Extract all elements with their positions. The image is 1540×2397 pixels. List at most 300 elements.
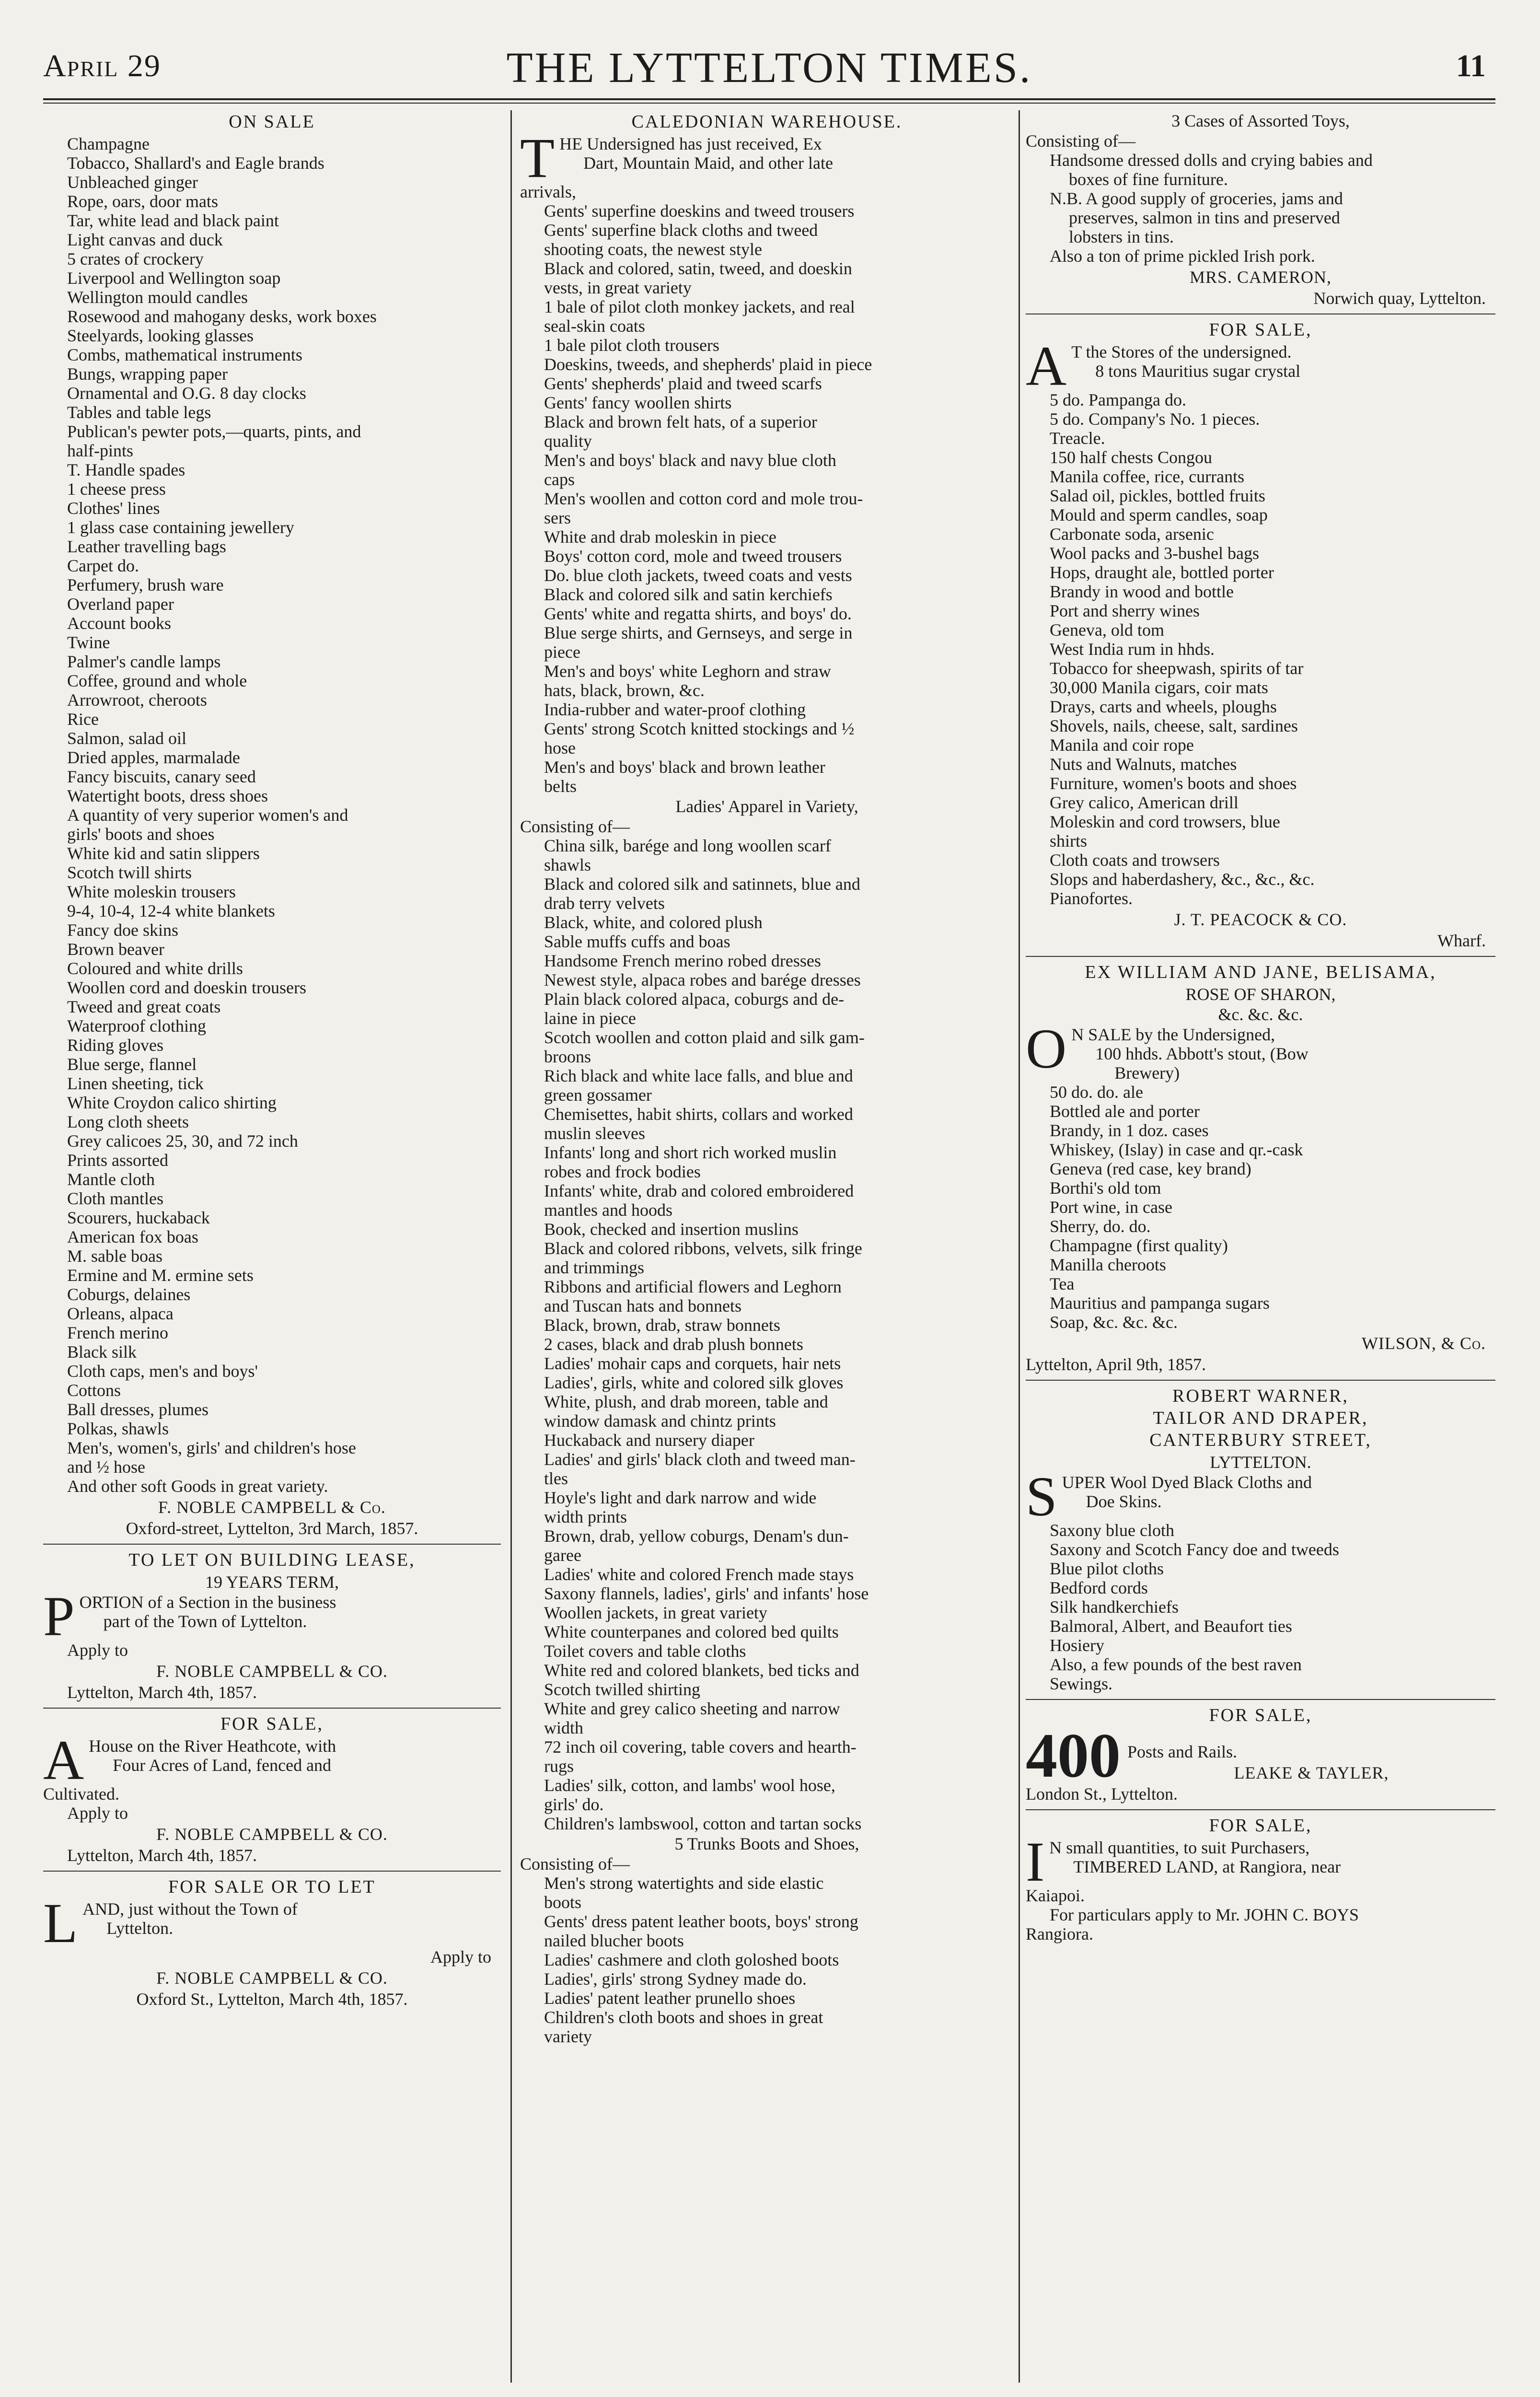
- to-let-text-line: ORTION of a Section in the business: [79, 1593, 336, 1612]
- list-item: robes and frock bodies: [544, 1162, 701, 1181]
- list-item: Blue serge, flannel: [67, 1055, 197, 1074]
- caledonian-heading: CALEDONIAN WAREHOUSE.: [631, 112, 903, 132]
- list-item: Saxony and Scotch Fancy doe and tweeds: [1050, 1540, 1339, 1559]
- on-sale-list: [43, 134, 501, 1496]
- list-item: Grey calico, American drill: [1050, 793, 1239, 812]
- list-item: 1 cheese press: [67, 479, 166, 499]
- list-item: hats, black, brown, &c.: [544, 681, 705, 700]
- list-item: half-pints: [67, 441, 133, 460]
- toys-heading: 3 Cases of Assorted Toys,: [1171, 111, 1350, 130]
- peacock-wharf: Wharf.: [1437, 931, 1486, 950]
- list-item: Moleskin and cord trowsers, blue: [1050, 812, 1280, 831]
- toys-nb-line: lobsters in tins.: [1069, 227, 1174, 246]
- list-item: Manila and coir rope: [1050, 735, 1194, 755]
- list-item: Tweed and great coats: [67, 997, 221, 1016]
- list-item: window damask and chintz prints: [544, 1411, 776, 1431]
- list-item: mantles and hoods: [544, 1200, 672, 1220]
- on-sale-heading: ON SALE: [229, 112, 315, 132]
- header-rule-thin: [43, 103, 1495, 104]
- house-sale-apply: Apply to: [67, 1804, 128, 1823]
- house-sale-text-last: Cultivated.: [43, 1784, 119, 1804]
- list-item: Brown beaver: [67, 940, 164, 959]
- house-sale-body: [43, 1736, 501, 1784]
- newspaper-title: THE LYTTELTON TIMES.: [506, 44, 1032, 92]
- peacock-signature: J. T. PEACOCK & CO.: [1174, 910, 1347, 929]
- list-item: Scotch twilled shirting: [544, 1680, 700, 1699]
- ex-william-intro: [1026, 1025, 1495, 1082]
- list-item: Black and colored silk and satin kerchiefs: [544, 585, 833, 604]
- column-1: [43, 110, 501, 2383]
- list-item: Coburgs, delaines: [67, 1285, 191, 1304]
- list-item: 2 cases, black and drab plush bonnets: [544, 1335, 803, 1354]
- list-item: Drays, carts and wheels, ploughs: [1050, 697, 1277, 716]
- list-item: Do. blue cloth jackets, tweed coats and vests: [544, 566, 852, 585]
- masthead: [43, 43, 1495, 96]
- timbered-heading: FOR SALE,: [1209, 1815, 1312, 1836]
- list-item: green gossamer: [544, 1085, 652, 1105]
- list-item: Gents' dress patent leather boots, boys' strong: [544, 1912, 858, 1931]
- ad-divider: [1026, 1380, 1495, 1381]
- list-item: Rich black and white lace falls, and blue and: [544, 1066, 853, 1085]
- list-item: Leather travelling bags: [67, 537, 226, 556]
- list-item: Ribbons and artificial flowers and Leghorn: [544, 1277, 842, 1296]
- list-item: Long cloth sheets: [67, 1112, 189, 1131]
- land-sale-text-line: AND, just without the Town of: [82, 1899, 298, 1919]
- warner-intro: [1026, 1473, 1495, 1521]
- list-item: White and grey calico sheeting and narrow: [544, 1699, 840, 1718]
- list-item: Scotch woollen and cotton plaid and silk gam-: [544, 1028, 865, 1047]
- list-item: Gents' superfine black cloths and tweed: [544, 221, 818, 240]
- list-item: and trimmings: [544, 1258, 644, 1277]
- list-item: Shovels, nails, cheese, salt, sardines: [1050, 716, 1298, 735]
- to-let-subheading: 19 YEARS TERM,: [205, 1572, 339, 1592]
- list-item: Plain black colored alpaca, coburgs and de-: [544, 989, 845, 1009]
- list-item: Men's and boys' black and navy blue cloth: [544, 451, 836, 470]
- list-item: Black and brown felt hats, of a superior: [544, 412, 817, 431]
- list-item: Carpet do.: [67, 556, 139, 575]
- list-item: White kid and satin slippers: [67, 844, 260, 863]
- house-sale-date: Lyttelton, March 4th, 1857.: [67, 1846, 257, 1865]
- list-item: Unbleached ginger: [67, 173, 198, 192]
- list-item: Men's and boys' black and brown leather: [544, 757, 825, 777]
- list-item: West India rum in hhds.: [1050, 640, 1215, 659]
- list-item: French merino: [67, 1323, 168, 1342]
- house-sale-text-line: Four Acres of Land, fenced and: [113, 1756, 332, 1775]
- list-item: Waterproof clothing: [67, 1016, 207, 1036]
- list-item: Bungs, wrapping paper: [67, 364, 228, 384]
- ladies-consisting: Consisting of—: [520, 817, 630, 836]
- list-item: 1 bale of pilot cloth monkey jackets, and real: [544, 297, 855, 316]
- warner-trade: TAILOR AND DRAPER,: [1153, 1408, 1368, 1428]
- stores-dropcap: A: [1026, 342, 1067, 390]
- warner-goods-list: [1026, 1521, 1495, 1693]
- posts-address: London St., Lyttelton.: [1026, 1784, 1178, 1804]
- list-item: belts: [544, 777, 577, 796]
- list-item: Men's and boys' white Leghorn and straw: [544, 662, 831, 681]
- list-item: White and drab moleskin in piece: [544, 527, 776, 547]
- caledonian-intro-line: HE Undersigned has just received, Ex: [559, 134, 822, 153]
- list-item: Black, brown, drab, straw bonnets: [544, 1315, 780, 1335]
- wilson-signature: WILSON, & Co.: [1361, 1334, 1486, 1353]
- list-item: Men's woollen and cotton cord and mole trou-: [544, 489, 863, 508]
- timbered-text-line: TIMBERED LAND, at Rangiora, near: [1073, 1857, 1341, 1876]
- list-item: Gents' fancy woollen shirts: [544, 393, 732, 412]
- list-item: Orleans, alpaca: [67, 1304, 174, 1323]
- list-item: Wellington mould candles: [67, 288, 248, 307]
- list-item: Coloured and white drills: [67, 959, 243, 978]
- list-item: nailed blucher boots: [544, 1931, 684, 1950]
- list-item: White moleskin trousers: [67, 882, 236, 901]
- list-item: garee: [544, 1546, 581, 1565]
- list-item: Ladies' patent leather prunello shoes: [544, 1989, 796, 2008]
- list-item: Saxony flannels, ladies', girls' and infants' hose: [544, 1584, 869, 1603]
- land-sale-signature: F. NOBLE CAMPBELL & CO.: [156, 1968, 388, 1988]
- land-sale-heading: FOR SALE OR TO LET: [168, 1877, 376, 1897]
- stores-heading: FOR SALE,: [1209, 320, 1312, 340]
- list-item: Champagne (first quality): [1050, 1236, 1228, 1255]
- list-item: Linen sheeting, tick: [67, 1074, 204, 1093]
- list-item: Cloth caps, men's and boys': [67, 1361, 258, 1381]
- list-item: Ladies', girls' strong Sydney made do.: [544, 1969, 807, 1989]
- list-item: boots: [544, 1893, 582, 1912]
- list-item: Borthi's old tom: [1050, 1178, 1161, 1198]
- list-item: and Tuscan hats and bonnets: [544, 1296, 741, 1315]
- list-item: Watertight boots, dress shoes: [67, 786, 268, 805]
- stores-goods-list: [1026, 390, 1495, 908]
- list-item: Brown, drab, yellow coburgs, Denam's dun-: [544, 1526, 849, 1546]
- list-item: Hops, draught ale, bottled porter: [1050, 563, 1274, 582]
- trunks-consisting: Consisting of—: [520, 1854, 630, 1873]
- list-item: broons: [544, 1047, 591, 1066]
- list-item: rugs: [544, 1757, 574, 1776]
- list-item: Sable muffs cuffs and boas: [544, 932, 730, 951]
- list-item: And other soft Goods in great variety.: [67, 1477, 328, 1496]
- column-divider-1: [510, 110, 512, 2383]
- list-item: Ladies' mohair caps and corquets, hair nets: [544, 1354, 841, 1373]
- list-item: Furniture, women's boots and shoes: [1050, 774, 1297, 793]
- list-item: Salmon, salad oil: [67, 729, 186, 748]
- ex-william-intro-line: N SALE by the Undersigned,: [1071, 1025, 1275, 1044]
- caledonian-intro-last: arrivals,: [520, 182, 576, 201]
- list-item: Carbonate soda, arsenic: [1050, 524, 1214, 544]
- list-item: White Croydon calico shirting: [67, 1093, 277, 1112]
- list-item: Black, white, and colored plush: [544, 913, 763, 932]
- stores-intro: [1026, 342, 1495, 390]
- list-item: caps: [544, 470, 575, 489]
- boots-list: [520, 1873, 1014, 2046]
- ad-divider: [43, 1544, 501, 1545]
- list-item: Book, checked and insertion muslins: [544, 1220, 799, 1239]
- posts-signature: LEAKE & TAYLER,: [1234, 1763, 1389, 1782]
- list-item: seal-skin coats: [544, 316, 645, 336]
- list-item: Mauritius and pampanga sugars: [1050, 1293, 1270, 1313]
- list-item: Rice: [67, 710, 99, 729]
- list-item: Port and sherry wines: [1050, 601, 1200, 620]
- list-item: Cloth coats and trowsers: [1050, 850, 1220, 870]
- list-item: laine in piece: [544, 1009, 636, 1028]
- trunks-heading: 5 Trunks Boots and Shoes,: [674, 1834, 859, 1853]
- list-item: American fox boas: [67, 1227, 198, 1246]
- ex-william-subheading: ROSE OF SHARON,: [1185, 985, 1336, 1004]
- list-item: Wool packs and 3-bushel bags: [1050, 544, 1260, 563]
- list-item: M. sable boas: [67, 1246, 162, 1266]
- to-let-body: [43, 1593, 501, 1641]
- list-item: Geneva, old tom: [1050, 620, 1164, 640]
- toys-consisting: Consisting of—: [1026, 131, 1136, 151]
- list-item: Blue serge shirts, and Gernseys, and serge in: [544, 623, 853, 642]
- list-item: Soap, &c. &c. &c.: [1050, 1313, 1178, 1332]
- list-item: Bottled ale and porter: [1050, 1102, 1200, 1121]
- list-item: Woollen cord and doeskin trousers: [67, 978, 306, 997]
- posts-body: [1026, 1728, 1495, 1784]
- list-item: Brandy in wood and bottle: [1050, 582, 1234, 601]
- list-item: Publican's pewter pots,—quarts, pints, and: [67, 422, 361, 441]
- list-item: Tables and table legs: [67, 403, 211, 422]
- list-item: Ladies' silk, cotton, and lambs' wool hose,: [544, 1776, 835, 1795]
- list-item: Scourers, huckaback: [67, 1208, 210, 1227]
- list-item: tles: [544, 1469, 568, 1488]
- list-item: Silk handkerchiefs: [1050, 1597, 1179, 1617]
- to-let-dropcap: P: [43, 1593, 75, 1641]
- list-item: 1 glass case containing jewellery: [67, 518, 294, 537]
- list-item: hose: [544, 738, 576, 757]
- list-item: Tobacco for sheepwash, spirits of tar: [1050, 659, 1304, 678]
- list-item: Overland paper: [67, 594, 174, 614]
- house-sale-text-line: House on the River Heathcote, with: [89, 1736, 336, 1756]
- ex-william-intro-line: 100 hhds. Abbott's stout, (Bow: [1095, 1044, 1308, 1063]
- list-item: Men's, women's, girls' and children's hose: [67, 1438, 356, 1457]
- list-item: Doeskins, tweeds, and shepherds' plaid in piece: [544, 355, 872, 374]
- ladies-apparel-list: [520, 836, 1014, 1833]
- list-item: Ladies' white and colored French made stays: [544, 1565, 854, 1584]
- timbered-text-last: Kaiapoi.: [1026, 1886, 1085, 1905]
- list-item: shawls: [544, 855, 591, 874]
- to-let-heading: TO LET ON BUILDING LEASE,: [128, 1550, 416, 1570]
- list-item: Polkas, shawls: [67, 1419, 169, 1438]
- list-item: Toilet covers and table cloths: [544, 1641, 746, 1661]
- list-item: Arrowroot, cheroots: [67, 690, 207, 710]
- list-item: Light canvas and duck: [67, 230, 223, 249]
- list-item: Champagne: [67, 134, 150, 153]
- posts-text: Posts and Rails.: [1127, 1742, 1238, 1761]
- list-item: shooting coats, the newest style: [544, 240, 762, 259]
- on-sale-address: Oxford-street, Lyttelton, 3rd March, 1857.: [126, 1519, 418, 1538]
- column-3: [1026, 110, 1495, 2383]
- list-item: quality: [544, 431, 592, 451]
- land-sale-dropcap: L: [43, 1899, 78, 1947]
- ex-william-dropcap: O: [1026, 1025, 1067, 1080]
- ex-william-heading: EX WILLIAM AND JANE, BELISAMA,: [1085, 962, 1436, 982]
- list-item: Sewings.: [1050, 1674, 1113, 1693]
- cameron-address: Norwich quay, Lyttelton.: [1313, 289, 1486, 308]
- list-item: Infants' white, drab and colored embroidered: [544, 1181, 854, 1200]
- list-item: White red and colored blankets, bed ticks and: [544, 1661, 859, 1680]
- list-item: Fancy biscuits, canary seed: [67, 767, 256, 786]
- ad-divider: [1026, 1699, 1495, 1700]
- list-item: 30,000 Manila cigars, coir mats: [1050, 678, 1268, 697]
- list-item: Chemisettes, habit shirts, collars and worked: [544, 1105, 853, 1124]
- list-item: Slops and haberdashery, &c., &c., &c.: [1050, 870, 1315, 889]
- ex-william-intro-line: Brewery): [1114, 1063, 1180, 1082]
- list-item: Rosewood and mahogany desks, work boxes: [67, 307, 377, 326]
- ad-divider: [43, 1871, 501, 1872]
- posts-heading: FOR SALE,: [1209, 1705, 1312, 1725]
- house-sale-heading: FOR SALE,: [220, 1714, 324, 1734]
- list-item: Gents' strong Scotch knitted stockings and ½: [544, 719, 855, 738]
- list-item: Black and colored silk and satinnets, blue and: [544, 874, 860, 894]
- list-item: Mantle cloth: [67, 1170, 155, 1189]
- list-item: Also, a few pounds of the best raven: [1050, 1655, 1302, 1674]
- list-item: 9-4, 10-4, 12-4 white blankets: [67, 901, 275, 920]
- column-divider-2: [1019, 110, 1020, 2383]
- list-item: girls' do.: [544, 1795, 604, 1814]
- list-item: vests, in great variety: [544, 278, 692, 297]
- list-item: Port wine, in case: [1050, 1198, 1172, 1217]
- list-item: piece: [544, 642, 580, 662]
- list-item: White, plush, and drab moreen, table and: [544, 1392, 828, 1411]
- list-item: Infants' long and short rich worked muslin: [544, 1143, 837, 1162]
- list-item: Saxony blue cloth: [1050, 1521, 1174, 1540]
- warner-name: ROBERT WARNER,: [1172, 1386, 1349, 1406]
- list-item: Handsome French merino robed dresses: [544, 951, 821, 970]
- list-item: Bedford cords: [1050, 1578, 1148, 1597]
- list-item: Cottons: [67, 1381, 121, 1400]
- list-item: drab terry velvets: [544, 894, 665, 913]
- timbered-particulars: For particulars apply to Mr. JOHN C. BOYS: [1050, 1905, 1359, 1924]
- page-number: 11: [1456, 48, 1486, 83]
- list-item: Rope, oars, door mats: [67, 192, 218, 211]
- land-sale-apply: Apply to: [430, 1947, 491, 1966]
- list-item: T. Handle spades: [67, 460, 185, 479]
- ex-william-goods-list: [1026, 1082, 1495, 1332]
- ex-william-etc: &c. &c. &c.: [1218, 1005, 1303, 1024]
- list-item: Ornamental and O.G. 8 day clocks: [67, 384, 306, 403]
- cameron-signature: MRS. CAMERON,: [1189, 268, 1332, 287]
- timbered-text-line: N small quantities, to suit Purchasers,: [1049, 1838, 1310, 1857]
- wilson-date: Lyttelton, April 9th, 1857.: [1026, 1355, 1206, 1374]
- list-item: muslin sleeves: [544, 1124, 645, 1143]
- list-item: Huckaback and nursery diaper: [544, 1431, 754, 1450]
- list-item: White counterpanes and colored bed quilts: [544, 1622, 839, 1641]
- house-sale-signature: F. NOBLE CAMPBELL & CO.: [156, 1825, 388, 1844]
- list-item: Combs, mathematical instruments: [67, 345, 302, 364]
- list-item: Liverpool and Wellington soap: [67, 268, 281, 288]
- warner-intro-line: Doe Skins.: [1086, 1492, 1162, 1511]
- to-let-apply: Apply to: [67, 1641, 128, 1660]
- to-let-signature: F. NOBLE CAMPBELL & CO.: [156, 1662, 388, 1681]
- list-item: Riding gloves: [67, 1036, 164, 1055]
- list-item: 5 do. Company's No. 1 pieces.: [1050, 409, 1260, 429]
- ad-divider: [1026, 956, 1495, 957]
- list-item: Mould and sperm candles, soap: [1050, 505, 1268, 524]
- toys-nb-line: N.B. A good supply of groceries, jams and: [1050, 189, 1343, 208]
- list-item: Gents' shepherds' plaid and tweed scarfs: [544, 374, 822, 393]
- list-item: Balmoral, Albert, and Beaufort ties: [1050, 1617, 1292, 1636]
- stores-intro-line: T the Stores of the undersigned.: [1071, 342, 1292, 361]
- list-item: Salad oil, pickles, bottled fruits: [1050, 486, 1265, 505]
- list-item: Manilla cheroots: [1050, 1255, 1166, 1274]
- list-item: Geneva (red case, key brand): [1050, 1159, 1251, 1178]
- list-item: Manila coffee, rice, currants: [1050, 467, 1245, 486]
- list-item: Coffee, ground and whole: [67, 671, 247, 690]
- list-item: Tea: [1050, 1274, 1075, 1293]
- stores-intro-line: 8 tons Mauritius sugar crystal: [1095, 361, 1301, 381]
- to-let-text-line: part of the Town of Lyttelton.: [103, 1612, 307, 1631]
- list-item: Twine: [67, 633, 110, 652]
- timbered-dropcap: I: [1026, 1838, 1045, 1886]
- list-item: Children's cloth boots and shoes in great: [544, 2008, 823, 2027]
- list-item: 150 half chests Congou: [1050, 448, 1212, 467]
- posts-number: 400: [1026, 1728, 1121, 1784]
- list-item: Grey calicoes 25, 30, and 72 inch: [67, 1131, 298, 1151]
- list-item: Nuts and Walnuts, matches: [1050, 755, 1237, 774]
- timbered-place: Rangiora.: [1026, 1924, 1093, 1943]
- ladies-apparel-heading: Ladies' Apparel in Variety,: [675, 797, 858, 816]
- list-item: variety: [544, 2027, 592, 2046]
- list-item: India-rubber and water-proof clothing: [544, 700, 806, 719]
- list-item: Fancy doe skins: [67, 920, 178, 940]
- toys-nb-line: preserves, salmon in tins and preserved: [1069, 208, 1340, 227]
- list-item: Clothes' lines: [67, 499, 160, 518]
- list-item: A quantity of very superior women's and: [67, 805, 348, 825]
- list-item: Sherry, do. do.: [1050, 1217, 1151, 1236]
- list-item: 72 inch oil covering, table covers and hearth-: [544, 1737, 857, 1757]
- land-sale-address: Oxford St., Lyttelton, March 4th, 1857.: [136, 1990, 408, 2009]
- list-item: 5 do. Pampanga do.: [1050, 390, 1186, 409]
- list-item: China silk, barége and long woollen scarf: [544, 836, 831, 855]
- list-item: Ladies' and girls' black cloth and tweed man-: [544, 1450, 856, 1469]
- on-sale-signature: F. NOBLE CAMPBELL & Co.: [158, 1498, 386, 1517]
- list-item: shirts: [1050, 831, 1088, 850]
- page-date: April 29: [43, 48, 161, 83]
- list-item: Ermine and M. ermine sets: [67, 1266, 254, 1285]
- list-item: Prints assorted: [67, 1151, 168, 1170]
- list-item: 50 do. do. ale: [1050, 1082, 1143, 1102]
- list-item: Children's lambswool, cotton and tartan socks: [544, 1814, 862, 1833]
- house-sale-dropcap: A: [43, 1736, 84, 1784]
- list-item: and ½ hose: [67, 1457, 145, 1477]
- timbered-body: [1026, 1838, 1495, 1886]
- warner-street: CANTERBURY STREET,: [1149, 1430, 1372, 1450]
- list-item: Cloth mantles: [67, 1189, 163, 1208]
- list-item: Ladies', girls, white and colored silk gloves: [544, 1373, 844, 1392]
- list-item: Hosiery: [1050, 1636, 1104, 1655]
- list-item: girls' boots and shoes: [67, 825, 215, 844]
- list-item: Palmer's candle lamps: [67, 652, 221, 671]
- list-item: width: [544, 1718, 584, 1737]
- warner-intro-line: UPER Wool Dyed Black Cloths and: [1062, 1473, 1312, 1492]
- list-item: Black and colored, satin, tweed, and doeskin: [544, 259, 852, 278]
- list-item: Gents' superfine doeskins and tweed trousers: [544, 201, 855, 221]
- caledonian-goods-list: [520, 201, 1014, 796]
- land-sale-text-line: Lyttelton.: [106, 1919, 174, 1938]
- list-item: Perfumery, brush ware: [67, 575, 224, 594]
- list-item: 1 bale pilot cloth trousers: [544, 336, 719, 355]
- list-item: Woollen jackets, in great variety: [544, 1603, 767, 1622]
- list-item: Steelyards, looking glasses: [67, 326, 254, 345]
- list-item: Scotch twill shirts: [67, 863, 192, 882]
- caledonian-dropcap: T: [520, 134, 555, 182]
- caledonian-intro: [520, 134, 1014, 182]
- to-let-date: Lyttelton, March 4th, 1857.: [67, 1683, 257, 1702]
- column-2: [520, 110, 1014, 2383]
- toys-pork: Also a ton of prime pickled Irish pork.: [1050, 246, 1315, 266]
- toys-line: Handsome dressed dolls and crying babies and: [1050, 151, 1373, 170]
- list-item: sers: [544, 508, 571, 527]
- list-item: Ball dresses, plumes: [67, 1400, 208, 1419]
- list-item: Dried apples, marmalade: [67, 748, 240, 767]
- list-item: Black silk: [67, 1342, 137, 1361]
